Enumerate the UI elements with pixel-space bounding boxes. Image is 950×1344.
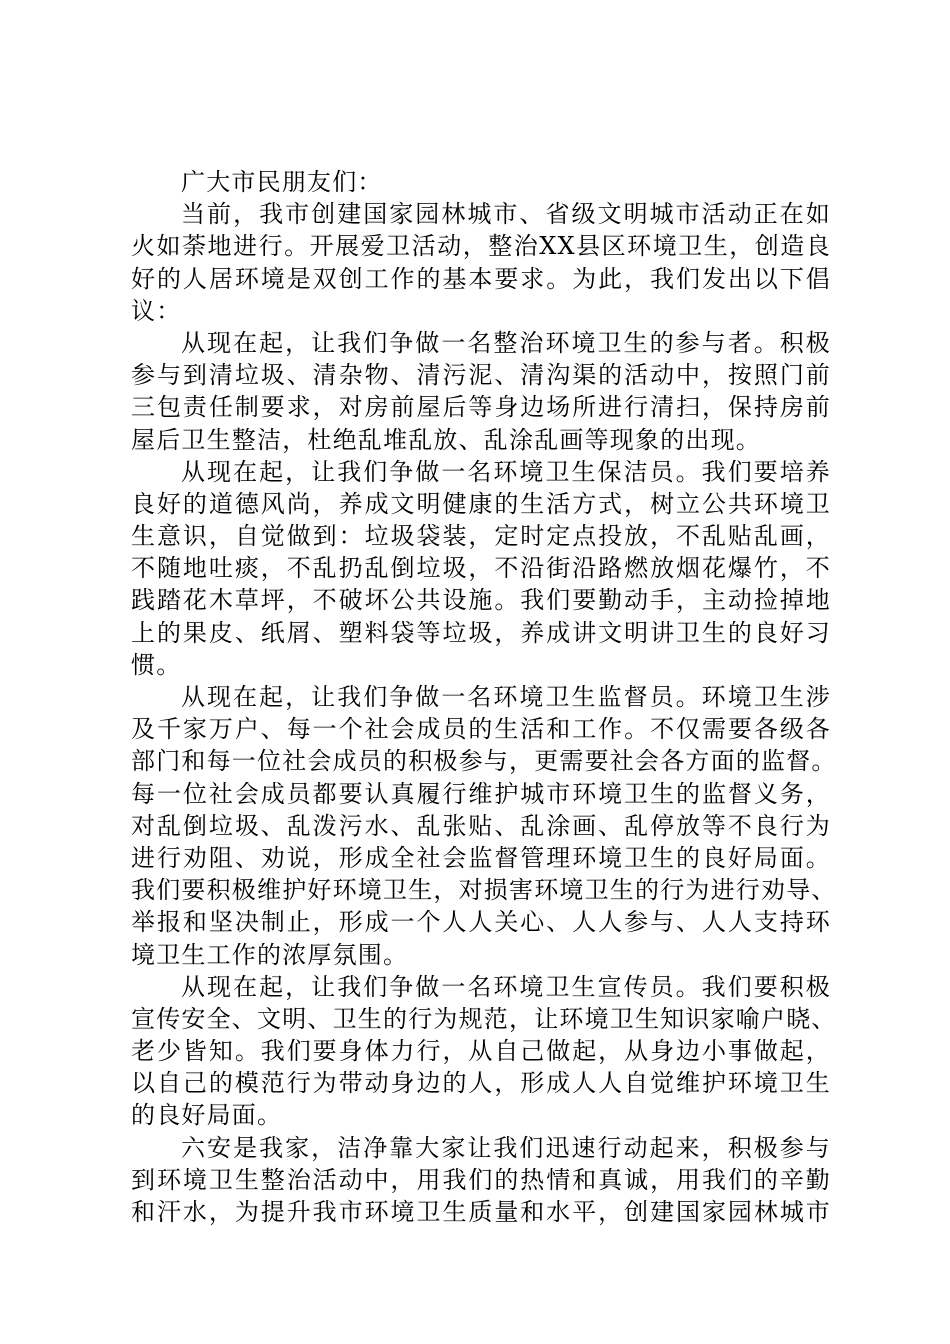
- text-line: 每一位社会成员都要认真履行维护城市环境卫生的监督义务，: [131, 779, 831, 808]
- text-line: 到环境卫生整治活动中，用我们的热情和真诚，用我们的辛勤: [131, 1165, 831, 1194]
- text-line: 参与到清垃圾、清杂物、清污泥、清沟渠的活动中，按照门前: [131, 361, 831, 390]
- text-line: 惯。: [131, 650, 182, 679]
- paragraph: [131, 971, 837, 1132]
- text-line: 从现在起，让我们争做一名整治环境卫生的参与者。积极: [181, 328, 831, 357]
- salutation: 广大市民朋友们：: [181, 168, 383, 196]
- text-line: 老少皆知。我们要身体力行，从自己做起，从身边小事做起，: [131, 1037, 831, 1066]
- text-line: 宣传安全、文明、卫生的行为规范，让环境卫生知识家喻户晓、: [131, 1004, 837, 1033]
- text-line: 不随地吐痰，不乱扔乱倒垃圾，不沿街沿路燃放烟花爆竹，不: [131, 554, 831, 583]
- text-line: 良好的道德风尚，养成文明健康的生活方式，树立公共环境卫: [131, 489, 831, 518]
- text-line: 举报和坚决制止，形成一个人人关心、人人参与、人人支持环: [131, 908, 831, 937]
- text-line: 及千家万户、每一个社会成员的生活和工作。不仅需要各级各: [131, 715, 831, 744]
- text-line: 我们要积极维护好环境卫生，对损害环境卫生的行为进行劝导、: [131, 876, 837, 905]
- text-line: 生意识，自觉做到：垃圾袋装，定时定点投放，不乱贴乱画，: [131, 522, 831, 551]
- text-line: 好的人居环境是双创工作的基本要求。为此，我们发出以下倡: [131, 264, 831, 293]
- text-line: 境卫生工作的浓厚氛围。: [131, 940, 409, 969]
- text-line: 从现在起，让我们争做一名环境卫生保洁员。我们要培养: [181, 457, 831, 486]
- text-line: 从现在起，让我们争做一名环境卫生监督员。环境卫生涉: [181, 683, 831, 711]
- text-line: 践踏花木草坪，不破坏公共设施。我们要勤动手，主动捡掉地: [131, 586, 831, 615]
- text-line: 议：: [131, 296, 182, 325]
- paragraph: [131, 327, 831, 456]
- text-line: 六安是我家，洁净靠大家让我们迅速行动起来，积极参与: [181, 1133, 831, 1162]
- paragraph: [131, 198, 831, 327]
- text-line: 以自己的模范行为带动身边的人，形成人人自觉维护环境卫生: [131, 1069, 831, 1098]
- text-line: 对乱倒垃圾、乱泼污水、乱张贴、乱涂画、乱停放等不良行为: [131, 811, 831, 840]
- text-line: 和汗水，为提升我市环境卫生质量和水平，创建国家园林城市: [131, 1198, 831, 1226]
- paragraph: [131, 681, 837, 971]
- text-line: 部门和每一位社会成员的积极参与，更需要社会各方面的监督。: [131, 747, 837, 776]
- text-line: 的良好局面。: [131, 1101, 283, 1130]
- text-line: 火如荼地进行。开展爱卫活动，整治XX县区环境卫生，创造良: [131, 232, 831, 261]
- paragraph: [131, 1132, 831, 1229]
- text-line: 屋后卫生整洁，杜绝乱堆乱放、乱涂乱画等现象的出现。: [131, 425, 761, 454]
- text-line: 三包责任制要求，对房前屋后等身边场所进行清扫，保持房前: [131, 393, 831, 422]
- paragraph: [131, 456, 831, 681]
- document-body: [131, 166, 837, 1228]
- text-line: 从现在起，让我们争做一名环境卫生宣传员。我们要积极: [181, 972, 831, 1001]
- text-line: 上的果皮、纸屑、塑料袋等垃圾，养成讲文明讲卫生的良好习: [131, 618, 831, 647]
- text-line: 进行劝阻、劝说，形成全社会监督管理环境卫生的良好局面。: [131, 843, 831, 872]
- text-line: 当前，我市创建国家园林城市、省级文明城市活动正在如: [181, 200, 831, 229]
